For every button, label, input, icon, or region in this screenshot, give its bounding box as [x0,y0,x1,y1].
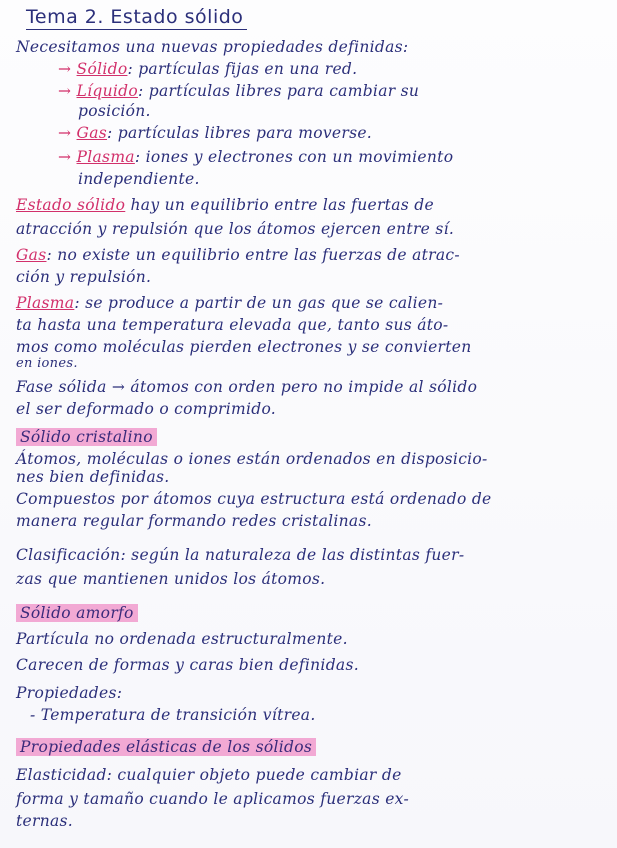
plasma-line4: en iones. [16,356,78,371]
arrow-icon: → [58,82,72,100]
amorfo-line3: Propiedades: [16,684,123,702]
state-plasma-cont: independiente. [78,170,200,188]
cristalino-line5: Clasificación: según la naturaleza de las distintas fuer- [16,546,465,564]
estado-solido-line2: atracción y repulsión que los átomos ejercen entre sí. [16,220,455,238]
term-gas: Gas [76,124,108,142]
gas-line2: ción y repulsión. [16,268,152,286]
heading-propiedades-elasticas: Propiedades elásticas de los sólidos [16,738,316,756]
plasma-line3: mos como moléculas pierden electrones y se convierten [16,338,472,356]
heading-solido-amorfo: Sólido amorfo [16,604,138,622]
term-gas-def: Gas [16,246,47,264]
cristalino-line6: zas que mantienen unidos los átomos. [16,570,326,588]
estado-solido-text: hay un equilibrio entre las fuertas de [125,196,434,214]
state-plasma [58,148,601,166]
term-solido: Sólido [76,60,128,78]
cristalino-line2: nes bien definidas. [16,468,170,486]
fase-solida-line1: Fase sólida → átomos con orden pero no impide al sólido [16,378,478,396]
cristalino-line3: Compuestos por átomos cuya estructura está ordenado de [16,490,492,508]
gas-line1 [16,246,601,264]
term-plasma: Plasma [76,148,135,166]
state-text: : iones y electrones con un movimiento [134,148,454,166]
plasma-line1 [16,294,601,312]
state-gas [58,124,601,142]
plasma-text: : se produce a partir de un gas que se calien- [74,294,444,312]
state-text: : partículas libres para moverse. [107,124,373,142]
state-text: : partículas libres para cambiar su [138,82,420,100]
heading-elasticas-row [16,738,601,756]
heading-solido-cristalino: Sólido cristalino [16,428,157,446]
state-solido [58,60,601,78]
cristalino-line1: Átomos, moléculas o iones están ordenados en disposicio- [16,450,488,468]
intro-line: Necesitamos una nuevas propiedades definidas: [16,38,409,56]
elasticas-line3: ternas. [16,812,74,830]
cristalino-line4: manera regular formando redes cristalinas. [16,512,372,530]
arrow-icon: → [58,60,72,78]
term-liquido: Líquido [76,82,138,100]
fase-solida-line2: el ser deformado o comprimido. [16,400,277,418]
state-text: : partículas fijas en una red. [127,60,358,78]
page-title: Tema 2. Estado sólido [26,6,247,30]
gas-text: : no existe un equilibrio entre las fuerzas de atrac- [46,246,460,264]
plasma-line2: ta hasta una temperatura elevada que, tanto sus áto- [16,316,449,334]
term-plasma-def: Plasma [16,294,75,312]
state-liquido-cont: posición. [78,102,151,120]
elasticas-line2: forma y tamaño cuando le aplicamos fuerzas ex- [16,790,409,808]
elasticas-line1: Elasticidad: cualquier objeto puede cambiar de [16,766,402,784]
heading-cristalino-row [16,428,601,446]
arrow-icon: → [58,124,72,142]
heading-amorfo-row [16,604,601,622]
amorfo-line2: Carecen de formas y caras bien definidas. [16,656,359,674]
term-estado-solido: Estado sólido [16,196,126,214]
arrow-icon: → [58,148,72,166]
estado-solido-line1 [16,196,601,214]
amorfo-line1: Partícula no ordenada estructuralmente. [16,630,348,648]
state-liquido [58,82,601,100]
amorfo-line4: - Temperatura de transición vítrea. [30,706,316,724]
